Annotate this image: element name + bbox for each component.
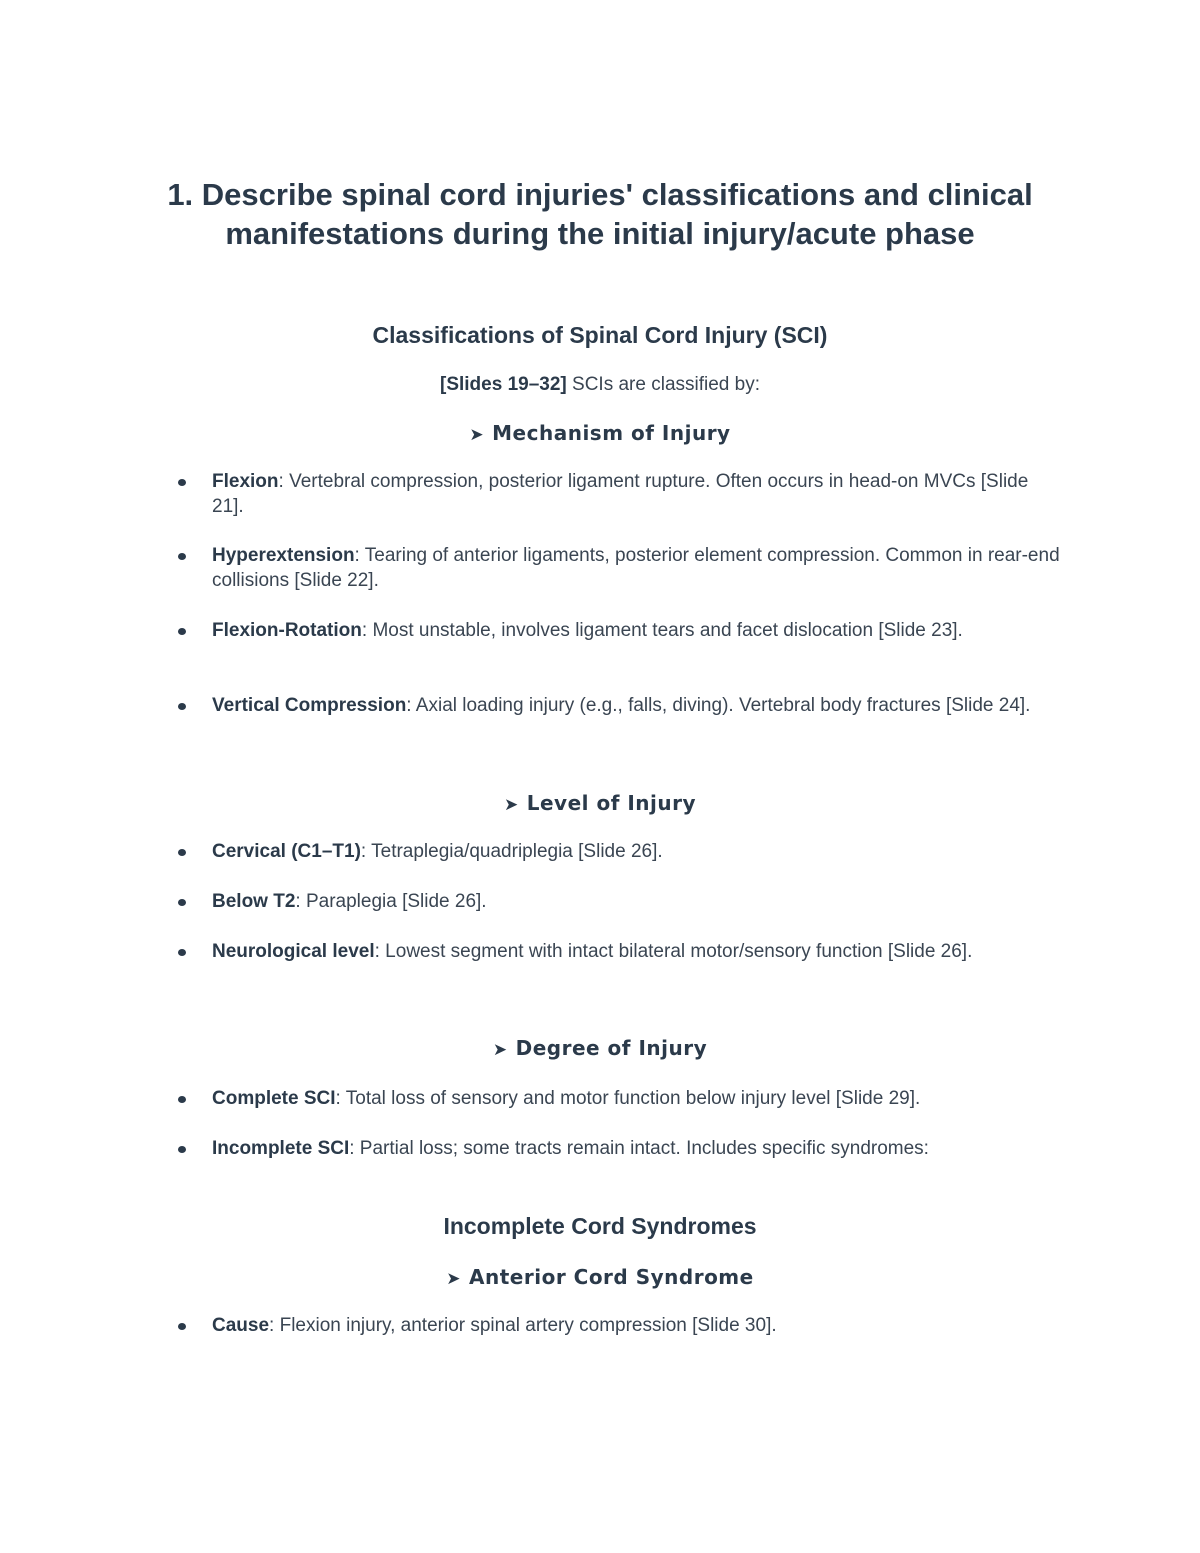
bullet-icon (178, 628, 186, 635)
subheading-anterior-cord-label: Anterior Cord Syndrome (469, 1265, 754, 1289)
list-item (212, 889, 1062, 914)
bullet-icon (178, 553, 186, 560)
arrow-icon: ➤ (446, 1269, 462, 1289)
list-item-text: : Total loss of sensory and motor function below injury level [Slide 29]. (335, 1088, 921, 1109)
list-item (212, 939, 1062, 964)
subheading-anterior-cord (150, 1264, 1050, 1292)
subheading-level (150, 790, 1050, 818)
list-item-text: : Partial loss; some tracts remain intact. Includes specific syndromes: (349, 1138, 929, 1159)
list-item-term: Complete SCI (212, 1088, 336, 1109)
bullet-icon (178, 703, 186, 710)
arrow-icon: ➤ (503, 795, 519, 815)
list-item-term: Neurological level (212, 941, 375, 962)
list-item-text: : Axial loading injury (e.g., falls, diving). Vertebral body fractures [Slide 24]. (406, 695, 1031, 716)
section-heading-classifications: Classifications of Spinal Cord Injury (SCI) (372, 322, 828, 348)
list-item-text: : Tearing of anterior ligaments, posterior element compression. Common in rear-end collisions [Slide 22]. (212, 545, 1060, 591)
list-item-text: : Lowest segment with intact bilateral motor/sensory function [Slide 26]. (374, 941, 973, 962)
list-item-text: : Vertebral compression, posterior ligament rupture. Often occurs in head-on MVCs [Slide 21]. (212, 471, 1029, 517)
list-item (212, 1086, 1062, 1111)
list-item (212, 1136, 1062, 1161)
subheading-level-label: Level of Injury (526, 791, 697, 815)
section-heading-incomplete-syndromes: Incomplete Cord Syndromes (443, 1213, 757, 1239)
list-item (212, 1313, 1062, 1338)
intro-text: SCIs are classified by: (566, 374, 760, 395)
bullet-icon (178, 1096, 186, 1103)
list-item-text: : Tetraplegia/quadriplegia [Slide 26]. (360, 841, 663, 862)
list-item-term: Flexion (212, 471, 279, 492)
list-item-text: : Paraplegia [Slide 26]. (295, 891, 487, 912)
list-item (212, 618, 1062, 643)
intro-slides-ref: [Slides 19–32] (440, 374, 567, 395)
arrow-icon: ➤ (492, 1040, 508, 1060)
intro-paragraph (150, 372, 1050, 398)
list-item-text: : Flexion injury, anterior spinal artery compression [Slide 30]. (269, 1315, 777, 1336)
subheading-mechanism (150, 420, 1050, 448)
bullet-icon (178, 1323, 186, 1330)
bullet-icon (178, 849, 186, 856)
subheading-degree (150, 1035, 1050, 1063)
list-item-term: Incomplete SCI (212, 1138, 350, 1159)
list-item-text: : Most unstable, involves ligament tears and facet dislocation [Slide 23]. (361, 620, 963, 641)
list-item (212, 693, 1062, 718)
bullet-icon (178, 949, 186, 956)
subheading-mechanism-label: Mechanism of Injury (492, 421, 731, 445)
list-item-term: Below T2 (212, 891, 296, 912)
bullet-icon (178, 1146, 186, 1153)
list-item-term: Vertical Compression (212, 695, 407, 716)
bullet-icon (178, 899, 186, 906)
list-item-term: Cervical (C1–T1) (212, 841, 361, 862)
page-title: 1. Describe spinal cord injuries' classifications and clinical manifestations during the initial injury/acute phase (167, 177, 1033, 251)
arrow-icon: ➤ (469, 425, 485, 445)
list-item (212, 543, 1062, 593)
list-item-term: Hyperextension (212, 545, 355, 566)
list-item (212, 839, 1062, 864)
bullet-icon (178, 479, 186, 486)
list-item (212, 469, 1062, 519)
list-item-term: Flexion-Rotation (212, 620, 362, 641)
list-item-term: Cause (212, 1315, 270, 1336)
subheading-degree-label: Degree of Injury (515, 1036, 708, 1060)
